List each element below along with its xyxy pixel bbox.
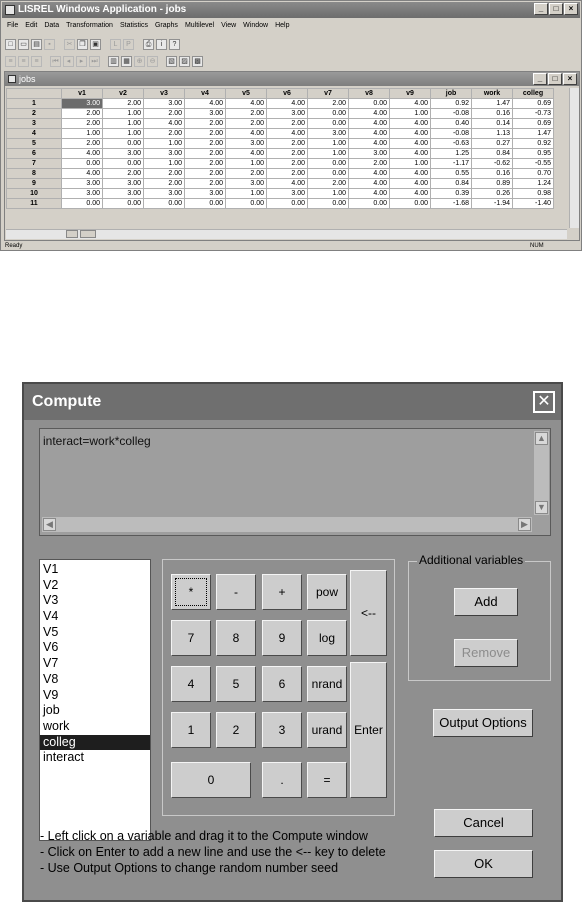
table-cell[interactable]: 4.00 [226, 99, 267, 109]
table-cell[interactable]: 4.00 [349, 169, 390, 179]
column-header[interactable]: v5 [226, 89, 267, 99]
keypad [162, 559, 395, 816]
table-cell[interactable]: 0.70 [513, 169, 554, 179]
key-5[interactable]: 5 [216, 666, 256, 702]
variable-list-item[interactable]: V4 [43, 609, 59, 624]
app-title: LISREL Windows Application - jobs [18, 4, 187, 15]
table-cell[interactable]: 0.00 [62, 159, 103, 169]
open-data-icon[interactable]: ▤ [31, 39, 42, 50]
table-cell[interactable]: -0.08 [431, 109, 472, 119]
scroll-down-icon[interactable]: ▼ [535, 501, 548, 514]
table-cell[interactable]: -1.94 [472, 199, 513, 209]
key-6[interactable]: 6 [262, 666, 302, 702]
menu-view[interactable]: View [221, 22, 237, 29]
table-cell[interactable]: 4.00 [267, 179, 308, 189]
table-cell[interactable]: 0.98 [513, 189, 554, 199]
data-window-icon [8, 75, 16, 83]
pow-key[interactable]: pow [307, 574, 347, 610]
table-cell[interactable]: 2.00 [62, 109, 103, 119]
table-cell[interactable]: 4.00 [226, 129, 267, 139]
table-cell[interactable]: 4.00 [390, 149, 431, 159]
run-lisrel-icon[interactable]: L [110, 39, 121, 50]
status-bar [3, 242, 579, 250]
enter-key[interactable]: Enter [350, 662, 387, 798]
additional-variables-group [408, 553, 551, 681]
grid-horizontal-scrollbar[interactable] [6, 229, 567, 239]
table-cell[interactable]: 3.00 [103, 179, 144, 189]
table-cell[interactable]: 0.84 [472, 149, 513, 159]
table-cell[interactable]: 3.00 [226, 179, 267, 189]
table-cell[interactable]: 0.00 [308, 109, 349, 119]
table-cell[interactable]: 0.92 [513, 139, 554, 149]
table-cell[interactable]: 0.95 [513, 149, 554, 159]
table-cell[interactable]: 1.47 [472, 99, 513, 109]
align-center-icon[interactable]: ≡ [18, 56, 29, 67]
table-cell[interactable]: 3.00 [144, 189, 185, 199]
table-cell[interactable]: 2.00 [308, 99, 349, 109]
table-cell[interactable]: 1.00 [308, 139, 349, 149]
menu-help[interactable]: Help [275, 22, 290, 29]
row-header[interactable]: 8 [7, 169, 62, 179]
table-cell[interactable]: 2.00 [185, 129, 226, 139]
dialog-title: Compute [32, 393, 102, 410]
menu-data[interactable]: Data [44, 22, 60, 29]
move-first-icon[interactable]: ⏮ [50, 56, 61, 67]
column-header[interactable]: v9 [390, 89, 431, 99]
table-row [7, 169, 554, 179]
table-cell[interactable]: 0.00 [103, 159, 144, 169]
table-cell[interactable]: 0.84 [431, 179, 472, 189]
table-row [7, 119, 554, 129]
scroll-thumb[interactable] [80, 230, 96, 238]
table-cell[interactable]: 4.00 [349, 139, 390, 149]
data-grid-viewport [6, 88, 567, 228]
zoom-out-icon[interactable]: ⊖ [147, 56, 158, 67]
table-cell[interactable]: 3.00 [144, 99, 185, 109]
table-cell[interactable]: 4.00 [390, 179, 431, 189]
row-header[interactable]: 1 [7, 99, 62, 109]
save-icon[interactable]: ▪ [44, 39, 55, 50]
table-cell[interactable]: 0.00 [185, 199, 226, 209]
move-prev-icon[interactable]: ◂ [63, 56, 74, 67]
table-cell[interactable]: 0.55 [431, 169, 472, 179]
table-cell[interactable]: 0.69 [513, 99, 554, 109]
table-cell[interactable]: 2.00 [226, 119, 267, 129]
output-options-button[interactable]: Output Options [433, 709, 533, 737]
key-2[interactable]: 2 [216, 712, 256, 748]
table-cell[interactable]: 0.00 [308, 159, 349, 169]
table-cell[interactable]: 1.00 [103, 129, 144, 139]
expression-text[interactable]: interact=work*colleg [43, 434, 151, 448]
table-cell[interactable]: 0.00 [390, 199, 431, 209]
move-last-icon[interactable]: ⏭ [89, 56, 100, 67]
table-cell[interactable]: 2.00 [267, 149, 308, 159]
table-cell[interactable]: -0.73 [513, 109, 554, 119]
table-cell[interactable]: 2.00 [267, 139, 308, 149]
cancel-button[interactable]: Cancel [434, 809, 533, 837]
table-cell[interactable]: 2.00 [185, 119, 226, 129]
table-row [7, 189, 554, 199]
menu-statistics[interactable]: Statistics [119, 22, 148, 29]
data-window-controls [533, 73, 577, 85]
table-row [7, 129, 554, 139]
table-cell[interactable]: 2.00 [103, 99, 144, 109]
table-cell[interactable]: 4.00 [349, 189, 390, 199]
table-cell[interactable]: 1.00 [226, 189, 267, 199]
table-cell[interactable]: 2.00 [144, 169, 185, 179]
maximize-icon[interactable]: □ [548, 73, 562, 85]
table-cell[interactable]: 0.39 [431, 189, 472, 199]
table-cell[interactable]: 4.00 [62, 149, 103, 159]
table-cell[interactable]: 0.00 [308, 199, 349, 209]
column-header[interactable]: v6 [267, 89, 308, 99]
table-cell[interactable]: 3.00 [185, 189, 226, 199]
row-header[interactable]: 7 [7, 159, 62, 169]
copy-icon[interactable]: ❐ [77, 39, 88, 50]
menu-graphs[interactable]: Graphs [154, 22, 178, 29]
align-left-icon[interactable]: ≡ [5, 56, 16, 67]
horizontal-scrollbar[interactable] [42, 517, 532, 532]
grid-icon[interactable]: ▩ [192, 56, 203, 67]
table-cell[interactable]: 0.00 [349, 199, 390, 209]
decimal-key[interactable]: . [262, 762, 302, 798]
table-cell[interactable]: 2.00 [226, 169, 267, 179]
table-row [7, 199, 554, 209]
compute-expression-area[interactable] [39, 428, 551, 536]
minimize-icon[interactable]: _ [534, 3, 548, 15]
key-7[interactable]: 7 [171, 620, 211, 656]
column-header[interactable]: v7 [308, 89, 349, 99]
column-header[interactable]: v4 [185, 89, 226, 99]
row-header[interactable]: 3 [7, 119, 62, 129]
variable-list-item[interactable]: V3 [43, 593, 59, 608]
table-cell[interactable]: 0.00 [144, 199, 185, 209]
table-cell[interactable]: 0.00 [103, 139, 144, 149]
minimize-icon[interactable]: _ [533, 73, 547, 85]
table-cell[interactable]: 4.00 [390, 129, 431, 139]
variable-list[interactable] [39, 559, 151, 841]
table-cell[interactable]: 3.00 [267, 109, 308, 119]
table-cell[interactable]: 4.00 [267, 129, 308, 139]
table-cell[interactable]: 2.00 [103, 169, 144, 179]
menu-edit[interactable]: Edit [25, 22, 38, 29]
column-header[interactable]: colleg [513, 89, 554, 99]
column-header[interactable]: job [431, 89, 472, 99]
table-cell[interactable]: 0.92 [431, 99, 472, 109]
table-row [7, 149, 554, 159]
table-cell[interactable]: 0.00 [308, 169, 349, 179]
new-file-icon[interactable]: □ [5, 39, 16, 50]
row-header[interactable]: 9 [7, 179, 62, 189]
column-header[interactable]: v2 [103, 89, 144, 99]
app-window-controls [534, 3, 578, 15]
table-cell[interactable]: 2.00 [185, 169, 226, 179]
table-cell[interactable]: 1.00 [62, 129, 103, 139]
table-cell[interactable]: 4.00 [144, 119, 185, 129]
additional-variables-label: Additional variables [419, 553, 524, 567]
variable-list-item[interactable]: V2 [43, 577, 59, 592]
table-cell[interactable]: 1.00 [144, 139, 185, 149]
column-header[interactable]: v1 [62, 89, 103, 99]
table-cell[interactable]: 4.00 [185, 99, 226, 109]
table-row [7, 159, 554, 169]
table-cell[interactable]: 4.00 [267, 99, 308, 109]
table-cell[interactable]: -1.17 [431, 159, 472, 169]
table-cell[interactable]: 0.40 [431, 119, 472, 129]
table-cell[interactable]: 4.00 [390, 119, 431, 129]
table-cell[interactable]: 1.13 [472, 129, 513, 139]
add-button[interactable]: Add [454, 588, 518, 616]
table-cell[interactable]: 4.00 [226, 149, 267, 159]
table-cell[interactable]: 3.00 [349, 149, 390, 159]
table-cell[interactable]: -1.68 [431, 199, 472, 209]
table-cell[interactable]: 4.00 [349, 119, 390, 129]
table-cell[interactable]: 3.00 [185, 109, 226, 119]
table-cell[interactable]: 2.00 [226, 109, 267, 119]
data-window-title-bar [5, 72, 579, 86]
table-cell[interactable]: 1.00 [308, 149, 349, 159]
table-cell[interactable]: 0.16 [472, 169, 513, 179]
table-cell[interactable]: 2.00 [185, 159, 226, 169]
table-cell[interactable]: 1.00 [308, 189, 349, 199]
key-0[interactable]: 0 [171, 762, 251, 798]
vertical-scrollbar[interactable] [534, 431, 549, 515]
scroll-up-icon[interactable]: ▲ [535, 432, 548, 445]
hint-line-3: - Use Output Options to change random number seed [40, 861, 339, 875]
cut-icon[interactable]: ✂ [64, 39, 75, 50]
table-cell[interactable]: 0.16 [472, 109, 513, 119]
table-row [7, 99, 554, 109]
grid-vertical-scrollbar[interactable] [569, 88, 579, 228]
table-cell[interactable]: 1.24 [513, 179, 554, 189]
menu-window[interactable]: Window [243, 22, 269, 29]
variable-list-item[interactable]: V6 [43, 640, 59, 655]
table-cell[interactable]: 0.00 [308, 119, 349, 129]
variable-list-item[interactable]: job [43, 703, 60, 718]
table-cell[interactable]: 0.27 [472, 139, 513, 149]
paste-icon[interactable]: ▣ [90, 39, 101, 50]
insert-case-icon[interactable]: ▦ [121, 56, 132, 67]
backspace-key[interactable]: <-- [350, 570, 387, 656]
key-9[interactable]: 9 [262, 620, 302, 656]
variable-list-item[interactable]: V5 [43, 624, 59, 639]
close-icon[interactable]: ✕ [533, 391, 555, 413]
dialog-title-bar [24, 384, 561, 420]
table-cell[interactable]: 2.00 [62, 139, 103, 149]
table-cell[interactable]: 2.00 [267, 119, 308, 129]
variable-list-item[interactable]: V1 [43, 562, 59, 576]
table-cell[interactable]: 2.00 [185, 149, 226, 159]
table-cell[interactable]: 4.00 [349, 109, 390, 119]
table-cell[interactable]: 2.00 [267, 169, 308, 179]
app-icon [5, 5, 15, 15]
urand-key[interactable]: urand [307, 712, 347, 748]
help-icon[interactable]: ? [169, 39, 180, 50]
table-cell[interactable]: 1.25 [431, 149, 472, 159]
table-cell[interactable]: -0.08 [431, 129, 472, 139]
info-icon[interactable]: i [156, 39, 167, 50]
key-3[interactable]: 3 [262, 712, 302, 748]
table-cell[interactable]: 0.69 [513, 119, 554, 129]
table-cell[interactable]: -0.63 [431, 139, 472, 149]
menu-bar [3, 20, 289, 32]
secondary-toolbar [5, 56, 203, 67]
key-4[interactable]: 4 [171, 666, 211, 702]
variable-list-item[interactable]: work [43, 718, 70, 733]
table-cell[interactable]: 2.00 [144, 129, 185, 139]
table-cell[interactable]: 2.00 [308, 179, 349, 189]
table-cell[interactable]: 0.00 [349, 99, 390, 109]
table-cell[interactable]: 2.00 [144, 179, 185, 189]
table-cell[interactable]: 1.00 [144, 159, 185, 169]
row-header[interactable]: 11 [7, 199, 62, 209]
main-toolbar [5, 39, 180, 50]
maximize-icon[interactable]: □ [549, 3, 563, 15]
table-cell[interactable]: -0.55 [513, 159, 554, 169]
table-cell[interactable]: 0.14 [472, 119, 513, 129]
align-right-icon[interactable]: ≡ [31, 56, 42, 67]
zoom-in-icon[interactable]: ⊕ [134, 56, 145, 67]
row-header[interactable]: 6 [7, 149, 62, 159]
variable-list-item[interactable]: colleg [40, 735, 150, 751]
table-cell[interactable]: 1.00 [226, 159, 267, 169]
scroll-left-icon[interactable]: ◀ [43, 518, 56, 531]
table-cell[interactable]: 2.00 [349, 159, 390, 169]
table-cell[interactable]: 4.00 [390, 99, 431, 109]
table-cell[interactable]: 0.26 [472, 189, 513, 199]
insert-variable-icon[interactable]: ▥ [108, 56, 119, 67]
data-grid [6, 88, 554, 209]
print-icon[interactable]: ⎙ [143, 39, 154, 50]
key-8[interactable]: 8 [216, 620, 256, 656]
table-cell[interactable]: 2.00 [267, 159, 308, 169]
variable-list-item[interactable]: V9 [43, 687, 59, 702]
table-cell[interactable]: -1.40 [513, 199, 554, 209]
variable-list-item[interactable]: interact [43, 750, 84, 765]
row-header[interactable]: 4 [7, 129, 62, 139]
scroll-left-icon[interactable] [66, 230, 78, 238]
table-cell[interactable]: 3.00 [308, 129, 349, 139]
menu-transformation[interactable]: Transformation [66, 22, 113, 29]
remove-button[interactable]: Remove [454, 639, 518, 667]
log-key[interactable]: log [307, 620, 347, 656]
run-prelis-icon[interactable]: P [123, 39, 134, 50]
table-cell[interactable]: 4.00 [349, 179, 390, 189]
data-window [4, 71, 580, 241]
table-row [7, 179, 554, 189]
row-header[interactable]: 5 [7, 139, 62, 149]
table-cell[interactable]: 4.00 [390, 189, 431, 199]
table-cell[interactable]: 3.00 [144, 149, 185, 159]
open-folder-icon[interactable]: ▭ [18, 39, 29, 50]
equals-key[interactable]: = [307, 762, 347, 798]
nrand-key[interactable]: nrand [307, 666, 347, 702]
data-window-title: jobs [19, 74, 36, 84]
table-row [7, 139, 554, 149]
table-cell[interactable]: 3.00 [103, 189, 144, 199]
key-1[interactable]: 1 [171, 712, 211, 748]
app-title-bar [2, 2, 580, 18]
table-cell[interactable]: 3.00 [267, 189, 308, 199]
ok-button[interactable]: OK [434, 850, 533, 878]
table-cell[interactable]: 3.00 [103, 149, 144, 159]
menu-file[interactable]: File [7, 22, 19, 29]
table-row [7, 109, 554, 119]
compute-dialog [22, 382, 563, 902]
menu-multilevel[interactable]: Multilevel [184, 22, 215, 29]
table-cell[interactable]: 0.89 [472, 179, 513, 189]
close-icon[interactable]: × [563, 73, 577, 85]
num-lock-indicator: NUM [530, 243, 544, 249]
table-cell[interactable]: 1.00 [103, 109, 144, 119]
status-text: Ready [5, 243, 23, 249]
multiply-key[interactable]: * [171, 574, 211, 610]
variable-list-item[interactable]: V7 [43, 656, 59, 671]
hint-line-1: - Left click on a variable and drag it to the Compute window [40, 829, 368, 843]
table-cell[interactable]: 1.00 [390, 109, 431, 119]
close-icon[interactable]: × [564, 3, 578, 15]
table-cell[interactable]: 2.00 [185, 179, 226, 189]
plus-key[interactable]: + [262, 574, 302, 610]
scroll-right-icon[interactable]: ▶ [518, 518, 531, 531]
table-cell[interactable]: 1.00 [390, 159, 431, 169]
table-cell[interactable]: 1.47 [513, 129, 554, 139]
row-header[interactable]: 10 [7, 189, 62, 199]
table-cell[interactable]: 0.00 [103, 199, 144, 209]
table-cell[interactable]: 3.00 [62, 189, 103, 199]
table-cell[interactable]: -0.62 [472, 159, 513, 169]
grid-corner[interactable] [7, 89, 62, 99]
chart-icon[interactable]: ▨ [179, 56, 190, 67]
variable-list-item[interactable]: V8 [43, 671, 59, 686]
table-cell[interactable]: 2.00 [185, 139, 226, 149]
table-cell[interactable]: 3.00 [226, 139, 267, 149]
table-cell[interactable]: 2.00 [62, 119, 103, 129]
move-next-icon[interactable]: ▸ [76, 56, 87, 67]
table-cell[interactable]: 3.00 [62, 179, 103, 189]
hint-line-2: - Click on Enter to add a new line and use the <-- key to delete [40, 845, 386, 859]
table-cell[interactable]: 4.00 [349, 129, 390, 139]
table-cell[interactable]: 1.00 [103, 119, 144, 129]
column-header[interactable]: work [472, 89, 513, 99]
lisrel-app-window [0, 0, 582, 251]
table-cell[interactable]: 0.00 [62, 199, 103, 209]
row-header[interactable]: 2 [7, 109, 62, 119]
column-header[interactable]: v3 [144, 89, 185, 99]
graph-icon[interactable]: ▧ [166, 56, 177, 67]
column-header[interactable]: v8 [349, 89, 390, 99]
table-cell[interactable]: 4.00 [390, 169, 431, 179]
table-cell[interactable]: 4.00 [62, 169, 103, 179]
minus-key[interactable]: - [216, 574, 256, 610]
table-cell[interactable]: 2.00 [144, 109, 185, 119]
table-cell[interactable]: 0.00 [267, 199, 308, 209]
table-cell[interactable]: 0.00 [226, 199, 267, 209]
table-cell[interactable]: 3.00 [62, 99, 103, 109]
table-cell[interactable]: 4.00 [390, 139, 431, 149]
